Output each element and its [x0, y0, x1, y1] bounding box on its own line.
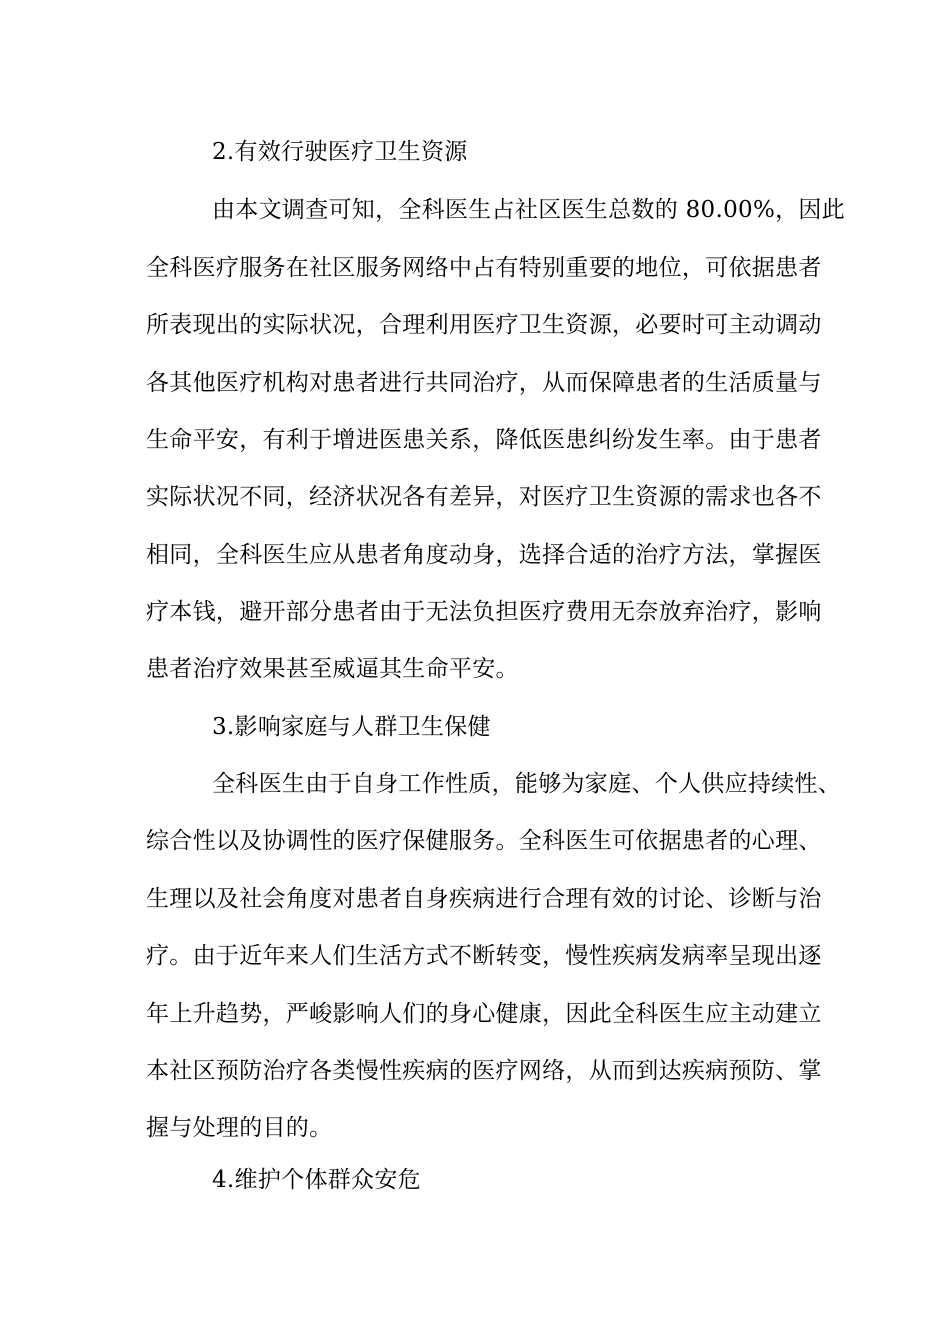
- paragraph-line: 患者治疗效果甚至威逼其生命平安。: [146, 656, 519, 682]
- paragraph-line: 全科医生由于自身工作性质，能够为家庭、个人供应持续性、: [212, 771, 842, 797]
- paragraph-line: 综合性以及协调性的医疗保健服务。全科医生可依据患者的心理、: [146, 828, 822, 854]
- section-heading: 4.维护个体群众安危: [212, 1167, 421, 1193]
- paragraph-line: 所表现出的实际状况，合理利用医疗卫生资源，必要时可主动调动: [146, 312, 822, 338]
- paragraph-line: 疗本钱，避开部分患者由于无法负担医疗费用无奈放弃治疗，影响: [146, 599, 822, 625]
- paragraph-line: 生命平安，有利于增进医患关系，降低医患纠纷发生率。由于患者: [146, 427, 822, 453]
- section-heading: 2.有效行驶医疗卫生资源: [212, 139, 468, 165]
- paragraph-line: 握与处理的目的。: [146, 1115, 333, 1141]
- paragraph-line: 各其他医疗机构对患者进行共同治疗，从而保障患者的生活质量与: [146, 370, 822, 396]
- section-heading: 3.影响家庭与人群卫生保健: [212, 714, 491, 740]
- paragraph-line: 由本文调查可知，全科医生占社区医生总数的 80.00%，因此: [212, 197, 846, 223]
- paragraph-line: 实际状况不同，经济状况各有差异，对医疗卫生资源的需求也各不: [146, 484, 822, 510]
- paragraph-line: 年上升趋势，严峻影响人们的身心健康，因此全科医生应主动建立: [146, 1001, 822, 1027]
- paragraph-line: 疗。由于近年来人们生活方式不断转变，慢性疾病发病率呈现出逐: [146, 943, 822, 969]
- paragraph-line: 生理以及社会角度对患者自身疾病进行合理有效的讨论、诊断与治: [146, 886, 822, 912]
- paragraph-line: 相同，全科医生应从患者角度动身，选择合适的治疗方法，掌握医: [146, 542, 822, 568]
- paragraph-line: 本社区预防治疗各类慢性疾病的医疗网络，从而到达疾病预防、掌: [146, 1058, 822, 1084]
- paragraph-line: 全科医疗服务在社区服务网络中占有特别重要的地位，可依据患者: [146, 255, 822, 281]
